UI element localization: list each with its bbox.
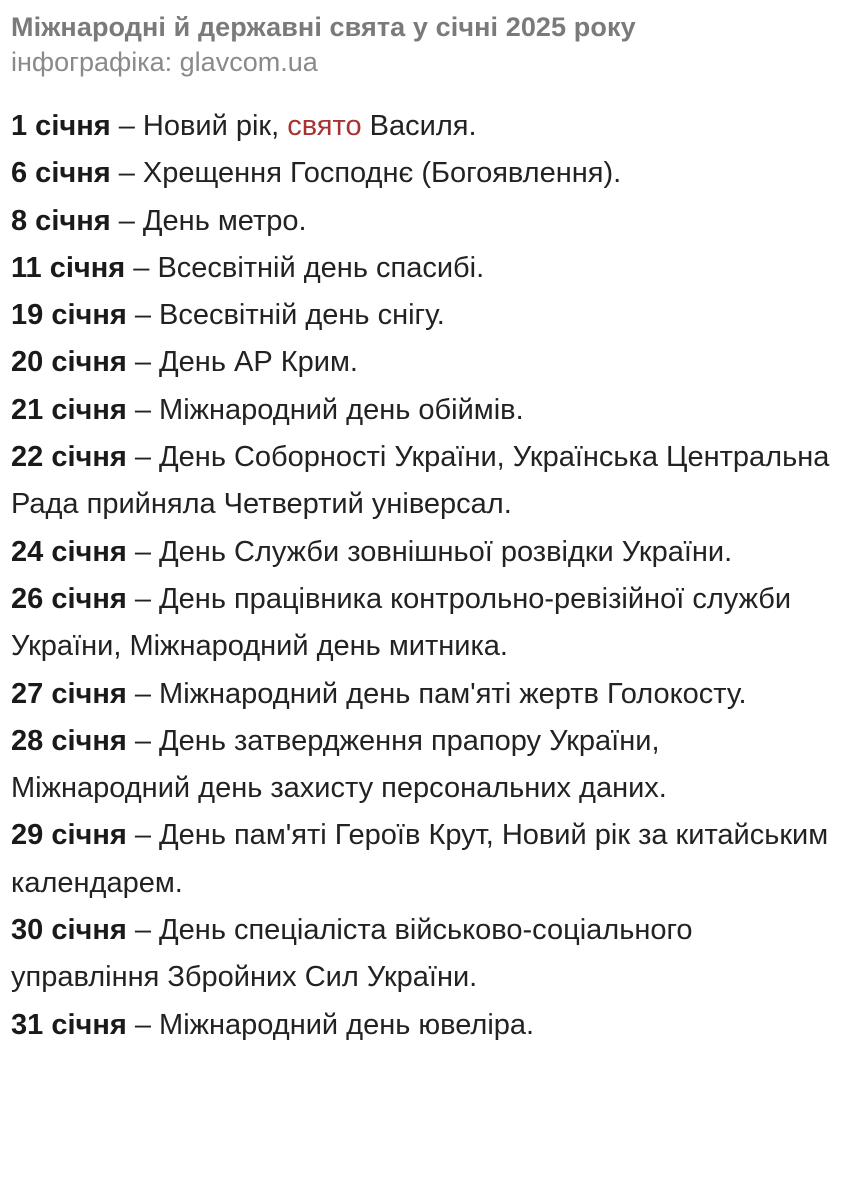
holiday-text: День Соборності України, Українська Центральна Рада прийняла Четвертий універсал. bbox=[11, 441, 830, 521]
holiday-entry bbox=[11, 1002, 841, 1049]
separator: – bbox=[126, 724, 160, 757]
infographic-credit: інфографіка: glavcom.ua bbox=[11, 47, 318, 77]
holiday-text: Новий рік, bbox=[142, 110, 288, 142]
separator: – bbox=[126, 819, 160, 852]
holiday-entry bbox=[11, 198, 841, 245]
holiday-date: 24 січня bbox=[11, 535, 127, 568]
holiday-text: Всесвітній день спасибі. bbox=[157, 251, 485, 284]
holiday-entry bbox=[11, 150, 841, 197]
holiday-entry bbox=[11, 387, 841, 434]
holiday-text: День спеціаліста військово-соціального управління Збройних Сил України. bbox=[11, 914, 693, 994]
holiday-text: Міжнародний день ювеліра. bbox=[159, 1008, 535, 1041]
separator: – bbox=[110, 204, 143, 237]
holiday-entry bbox=[11, 339, 841, 386]
holiday-date: 21 січня bbox=[11, 393, 127, 426]
holiday-date: 31 січня bbox=[11, 1008, 127, 1041]
separator: – bbox=[125, 251, 158, 284]
separator: – bbox=[126, 677, 160, 710]
separator: – bbox=[126, 582, 160, 615]
separator: – bbox=[126, 914, 160, 947]
holiday-date: 20 січня bbox=[11, 346, 127, 379]
holiday-date: 27 січня bbox=[11, 677, 127, 710]
holiday-text: День метро. bbox=[142, 204, 307, 237]
holiday-date: 28 січня bbox=[11, 724, 127, 757]
holiday-date: 30 січня bbox=[11, 914, 127, 947]
holiday-text: День пам'яті Героїв Крут, Новий рік за китайським календарем. bbox=[11, 819, 829, 899]
separator: – bbox=[126, 299, 160, 332]
holiday-text: День Служби зовнішньої розвідки України. bbox=[159, 535, 733, 568]
holiday-date: 6 січня bbox=[11, 157, 111, 190]
holiday-list bbox=[11, 103, 841, 1049]
separator: – bbox=[126, 346, 160, 379]
separator: – bbox=[126, 441, 160, 474]
separator: – bbox=[110, 110, 143, 142]
holiday-text: День затвердження прапору України, Міжнародний день захисту персональних даних. bbox=[11, 724, 667, 805]
holiday-text: День АР Крим. bbox=[159, 346, 358, 379]
holiday-entry bbox=[11, 812, 841, 907]
holiday-entry bbox=[11, 529, 841, 576]
holiday-date: 11 січня bbox=[11, 251, 126, 284]
holiday-date: 29 січня bbox=[11, 819, 127, 852]
holiday-date: 1 січня bbox=[11, 110, 111, 142]
holiday-entry bbox=[11, 103, 841, 150]
holiday-date: 26 січня bbox=[11, 582, 127, 615]
holiday-entry bbox=[11, 245, 841, 292]
holiday-entry bbox=[11, 292, 841, 339]
separator: – bbox=[110, 157, 143, 190]
holiday-entry bbox=[11, 907, 841, 1002]
separator: – bbox=[126, 393, 160, 426]
holiday-text: Всесвітній день снігу. bbox=[159, 299, 445, 332]
holiday-date: 19 січня bbox=[11, 299, 127, 332]
page-title: Міжнародні й державні свята у січні 2025 року bbox=[11, 12, 636, 42]
holiday-entry bbox=[11, 434, 841, 529]
holiday-text-rest: Василя. bbox=[361, 110, 477, 142]
holiday-entry bbox=[11, 576, 841, 671]
holiday-date: 22 січня bbox=[11, 441, 127, 474]
holiday-entry bbox=[11, 671, 841, 718]
holiday-text: День працівника контрольно-ревізійної служби України, Міжнародний день митника. bbox=[11, 582, 792, 663]
holiday-text: Міжнародний день пам'яті жертв Голокосту. bbox=[159, 677, 747, 710]
holiday-text: Міжнародний день обіймів. bbox=[159, 393, 524, 426]
holiday-link[interactable]: свято bbox=[287, 110, 362, 142]
holiday-text: Хрещення Господнє (Богоявлення). bbox=[142, 157, 622, 190]
separator: – bbox=[126, 1008, 160, 1041]
holiday-date: 8 січня bbox=[11, 204, 111, 237]
holiday-entry bbox=[11, 718, 841, 813]
separator: – bbox=[126, 535, 160, 568]
